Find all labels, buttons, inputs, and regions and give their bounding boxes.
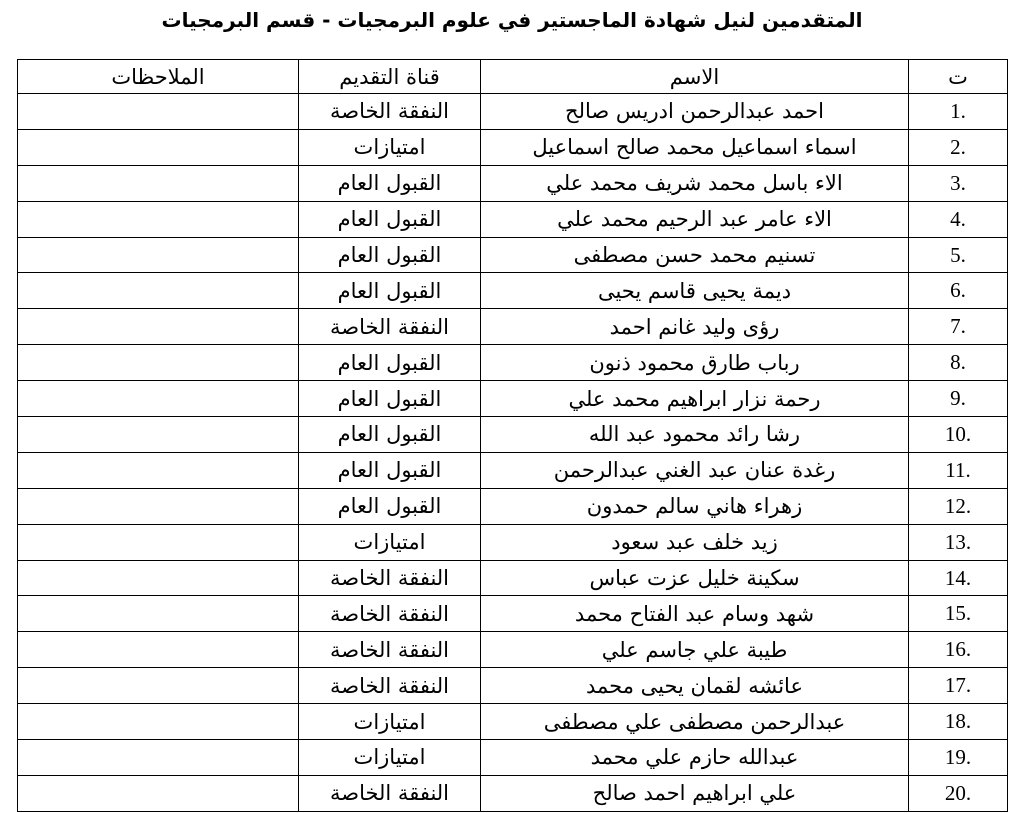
- application-channel: امتيازات: [299, 704, 481, 740]
- table-row: [18, 165, 1008, 201]
- row-number: 3.: [909, 165, 1008, 201]
- row-number: 6.: [909, 273, 1008, 309]
- row-number: 1.: [909, 94, 1008, 130]
- header-row: [18, 60, 1008, 94]
- application-channel: النفقة الخاصة: [299, 632, 481, 668]
- application-channel: القبول العام: [299, 165, 481, 201]
- application-channel: النفقة الخاصة: [299, 309, 481, 345]
- applicant-name: رغدة عنان عبد الغني عبدالرحمن: [481, 452, 909, 488]
- applicant-name: اسماء اسماعيل محمد صالح اسماعيل: [481, 129, 909, 165]
- row-notes: [18, 632, 299, 668]
- table-row: [18, 775, 1008, 811]
- row-number: 18.: [909, 704, 1008, 740]
- applicant-name: رؤى وليد غانم احمد: [481, 309, 909, 345]
- application-channel: النفقة الخاصة: [299, 775, 481, 811]
- applicant-name: تسنيم محمد حسن مصطفى: [481, 237, 909, 273]
- row-number: 14.: [909, 560, 1008, 596]
- application-channel: النفقة الخاصة: [299, 668, 481, 704]
- row-notes: [18, 237, 299, 273]
- table-row: [18, 201, 1008, 237]
- row-notes: [18, 704, 299, 740]
- table-row: [18, 381, 1008, 417]
- table-row: [18, 273, 1008, 309]
- row-number: 16.: [909, 632, 1008, 668]
- table-row: [18, 740, 1008, 776]
- row-notes: [18, 668, 299, 704]
- row-number: 17.: [909, 668, 1008, 704]
- row-notes: [18, 129, 299, 165]
- table-row: [18, 524, 1008, 560]
- row-number: 10.: [909, 417, 1008, 453]
- row-notes: [18, 165, 299, 201]
- applicant-name: عائشه لقمان يحيى محمد: [481, 668, 909, 704]
- table-row: [18, 704, 1008, 740]
- application-channel: النفقة الخاصة: [299, 94, 481, 130]
- row-number: 5.: [909, 237, 1008, 273]
- table-row: [18, 488, 1008, 524]
- application-channel: امتيازات: [299, 129, 481, 165]
- table-row: [18, 668, 1008, 704]
- table-row: [18, 94, 1008, 130]
- applicant-name: الاء باسل محمد شريف محمد علي: [481, 165, 909, 201]
- table-row: [18, 309, 1008, 345]
- header-notes: الملاحظات: [18, 60, 299, 94]
- row-number: 9.: [909, 381, 1008, 417]
- application-channel: القبول العام: [299, 201, 481, 237]
- row-number: 2.: [909, 129, 1008, 165]
- applicant-name: زيد خلف عبد سعود: [481, 524, 909, 560]
- table-row: [18, 452, 1008, 488]
- row-notes: [18, 524, 299, 560]
- applicant-name: رشا رائد محمود عبد الله: [481, 417, 909, 453]
- row-notes: [18, 488, 299, 524]
- row-notes: [18, 309, 299, 345]
- row-notes: [18, 345, 299, 381]
- applicant-name: عبدالله حازم علي محمد: [481, 740, 909, 776]
- header-name: الاسم: [481, 60, 909, 94]
- table-body: [18, 94, 1008, 812]
- application-channel: امتيازات: [299, 740, 481, 776]
- application-channel: القبول العام: [299, 237, 481, 273]
- row-notes: [18, 596, 299, 632]
- application-channel: القبول العام: [299, 488, 481, 524]
- row-number: 15.: [909, 596, 1008, 632]
- table-row: [18, 632, 1008, 668]
- row-number: 12.: [909, 488, 1008, 524]
- applicant-name: شهد وسام عبد الفتاح محمد: [481, 596, 909, 632]
- applicant-name: زهراء هاني سالم حمدون: [481, 488, 909, 524]
- table-row: [18, 345, 1008, 381]
- applicant-name: رباب طارق محمود ذنون: [481, 345, 909, 381]
- applicant-name: علي ابراهيم احمد صالح: [481, 775, 909, 811]
- application-channel: القبول العام: [299, 417, 481, 453]
- application-channel: النفقة الخاصة: [299, 560, 481, 596]
- row-number: 8.: [909, 345, 1008, 381]
- applicant-name: سكينة خليل عزت عباس: [481, 560, 909, 596]
- application-channel: القبول العام: [299, 452, 481, 488]
- applicant-name: ديمة يحيى قاسم يحيى: [481, 273, 909, 309]
- row-number: 20.: [909, 775, 1008, 811]
- row-number: 19.: [909, 740, 1008, 776]
- row-number: 7.: [909, 309, 1008, 345]
- applicant-name: الاء عامر عبد الرحيم محمد علي: [481, 201, 909, 237]
- applicant-name: احمد عبدالرحمن ادريس صالح: [481, 94, 909, 130]
- applicant-name: طيبة علي جاسم علي: [481, 632, 909, 668]
- table-row: [18, 417, 1008, 453]
- row-notes: [18, 560, 299, 596]
- application-channel: القبول العام: [299, 273, 481, 309]
- row-number: 11.: [909, 452, 1008, 488]
- row-number: 13.: [909, 524, 1008, 560]
- row-notes: [18, 94, 299, 130]
- row-notes: [18, 417, 299, 453]
- application-channel: القبول العام: [299, 381, 481, 417]
- header-channel: قناة التقديم: [299, 60, 481, 94]
- table-row: [18, 237, 1008, 273]
- page-title: المتقدمين لنيل شهادة الماجستير في علوم البرمجيات - قسم البرمجيات: [161, 8, 863, 32]
- row-number: 4.: [909, 201, 1008, 237]
- table-row: [18, 129, 1008, 165]
- applicant-name: عبدالرحمن مصطفى علي مصطفى: [481, 704, 909, 740]
- header-number: ت: [909, 60, 1008, 94]
- application-channel: القبول العام: [299, 345, 481, 381]
- application-channel: النفقة الخاصة: [299, 596, 481, 632]
- row-notes: [18, 452, 299, 488]
- table-row: [18, 560, 1008, 596]
- row-notes: [18, 273, 299, 309]
- applicants-table: [17, 59, 1008, 812]
- row-notes: [18, 740, 299, 776]
- application-channel: امتيازات: [299, 524, 481, 560]
- table-row: [18, 596, 1008, 632]
- row-notes: [18, 775, 299, 811]
- row-notes: [18, 381, 299, 417]
- applicant-name: رحمة نزار ابراهيم محمد علي: [481, 381, 909, 417]
- row-notes: [18, 201, 299, 237]
